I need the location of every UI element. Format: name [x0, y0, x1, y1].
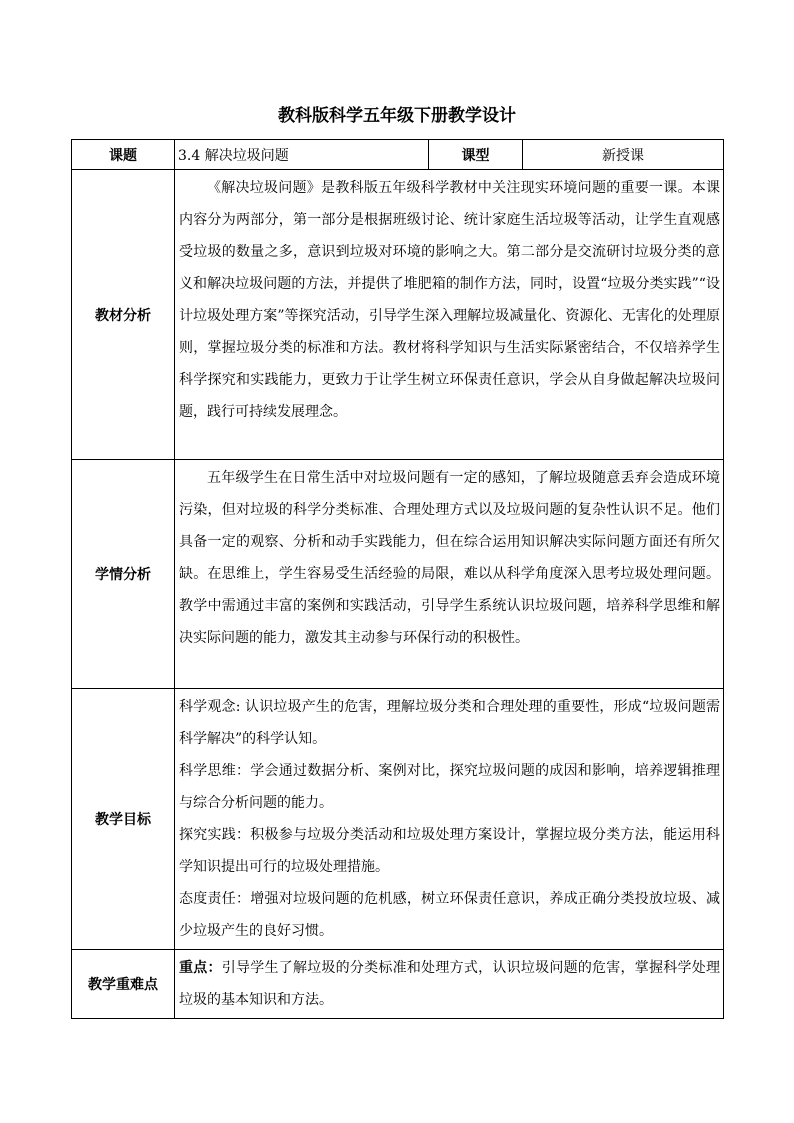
goal-attitude-responsibility: 态度责任：增强对垃圾问题的危机感，树立环保责任意识，养成正确分类投放垃圾、减少垃圾产生的良好习惯。 [179, 891, 720, 939]
material-analysis-row [72, 170, 724, 460]
material-analysis-text: 《解决垃圾问题》是教科版五年级科学教材中关注现实环境问题的重要一课。本课内容分为两部分，第一部分是根据班级讨论、统计家庭生活垃圾等活动，让学生直观感受垃圾的数量之多，意识到垃圾对环境的影响之大。第二部分是交流研讨垃圾分类的意义和解决垃圾问题的方法，并提供了堆肥箱的制作方法，同时，设置“垃圾分类实践”“设计垃圾处理方案”等探究活动，引导学生深入理解垃圾减量化、资源化、无害化的处理原则，掌握垃圾分类的标准和方法。教材将科学知识与生活实际紧密结合，不仅培养学生科学探究和实践能力，更致力于让学生树立环保责任意识，学会从自身做起解决垃圾问题，践行可持续发展理念。 [179, 180, 720, 420]
student-analysis-cell [175, 460, 724, 689]
teaching-goals-row [72, 689, 724, 950]
goal-scientific-concept: 科学观念: 认识垃圾产生的危害，理解垃圾分类和合理处理的重要性，形成“垃圾问题需科学解决”的科学认知。 [179, 699, 720, 747]
topic-value: 3.4 解决垃圾问题 [175, 140, 429, 170]
key-points-prefix: 重点： [179, 960, 222, 976]
header-row [72, 140, 724, 170]
type-value: 新授课 [523, 140, 724, 170]
student-analysis-label: 学情分析 [72, 460, 175, 689]
student-analysis-text: 五年级学生在日常生活中对垃圾问题有一定的感知，了解垃圾随意丢弃会造成环境污染，但对垃圾的科学分类标准、合理处理方式以及垃圾问题的复杂性认识不足。他们具备一定的观察、分析和动手实践能力，但在综合运用知识解决实际问题方面还有所欠缺。在思维上，学生容易受生活经验的局限，难以从科学角度深入思考垃圾处理问题。教学中需通过丰富的案例和实践活动，引导学生系统认识垃圾问题，培养科学思维和解决实际问题的能力，激发其主动参与环保行动的积极性。 [179, 470, 720, 646]
key-points-row [72, 950, 724, 1019]
teaching-goals-cell [175, 689, 724, 950]
page-title: 教科版科学五年级下册教学设计 [278, 106, 516, 126]
key-points-text-block [179, 952, 720, 1016]
material-analysis-cell [175, 170, 724, 460]
goal-inquiry-practice: 探究实践：积极参与垃圾分类活动和垃圾处理方案设计，掌握垃圾分类方法，能运用科学知识提出可行的垃圾处理措施。 [179, 827, 720, 875]
topic-label: 课题 [72, 140, 175, 170]
key-points-text: 引导学生了解垃圾的分类标准和处理方式，认识垃圾问题的危害，掌握科学处理垃圾的基本知识和方法。 [179, 960, 721, 1008]
lesson-plan-table [71, 139, 724, 1019]
key-points-label: 教学重难点 [72, 950, 175, 1019]
student-analysis-row [72, 460, 724, 689]
material-analysis-label: 教材分析 [72, 170, 175, 460]
type-label: 课型 [429, 140, 523, 170]
goal-scientific-thinking: 科学思维：学会通过数据分析、案例对比，探究垃圾问题的成因和影响，培养逻辑推理与综合分析问题的能力。 [179, 763, 720, 811]
teaching-goals-label: 教学目标 [72, 689, 175, 950]
key-points-cell [175, 950, 724, 1019]
